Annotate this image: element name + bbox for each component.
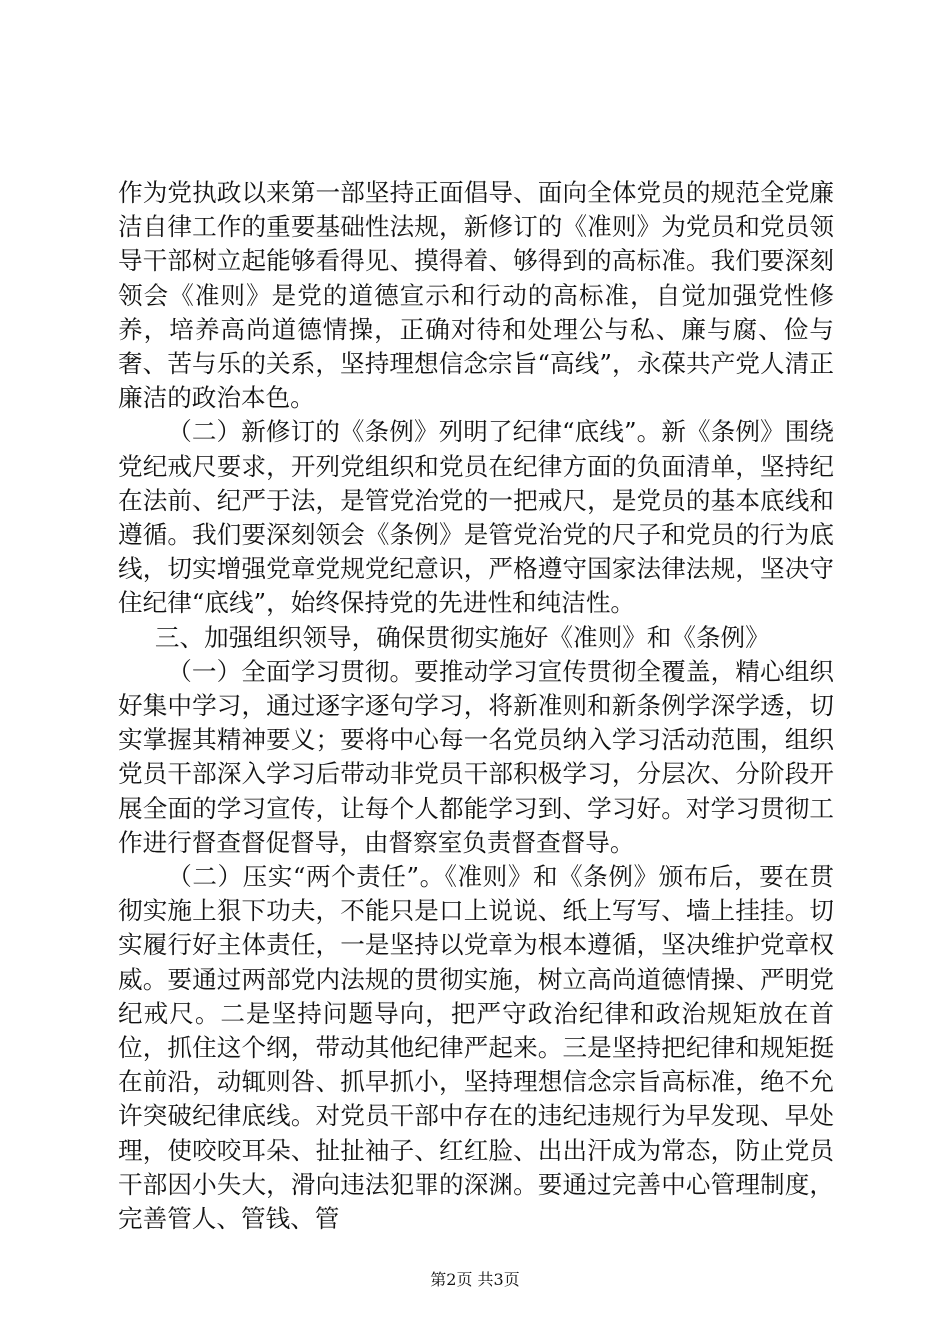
paragraph-section-2-2: （二）新修订的《条例》列明了纪律“底线”。新《条例》围绕党纪戒尺要求，开列党组织和党员在纪律方面的负面清单，坚持纪在法前、纪严于法，是管党治党的一把戒尺，是党员的基本底线和遵循。我们要深刻领会《条例》是管党治党的尺子和党员的行为底线，切实增强党章党规党纪意识，严格遵守国家法律法规，坚决守住纪律“底线”，始终保持党的先进性和纯洁性。 bbox=[118, 417, 834, 618]
document-body bbox=[118, 176, 834, 1236]
section-heading-3: 三、加强组织领导，确保贯彻实施好《准则》和《条例》 bbox=[154, 622, 770, 652]
page-footer bbox=[0, 1270, 950, 1290]
paragraph-section-3-1: （一）全面学习贯彻。要推动学习宣传贯彻全覆盖，精心组织好集中学习，通过逐字逐句学习，将新准则和新条例学深学透，切实掌握其精神要义；要将中心每一名党员纳入学习活动范围，组织党员干部深入学习后带动非党员干部积极学习，分层次、分阶段开展全面的学习宣传，让每个人都能学习到、学习好。对学习贯彻工作进行督查督促督导，由督察室负责督查督导。 bbox=[118, 656, 834, 857]
paragraph-section-3-2: （二）压实“两个责任”。《准则》和《条例》颁布后，要在贯彻实施上狠下功夫，不能只是口上说说、纸上写写、墙上挂挂。切实履行好主体责任，一是坚持以党章为根本遵循，坚决维护党章权威。要通过两部党内法规的贯彻实施，树立高尚道德情操、严明党纪戒尺。二是坚持问题导向，把严守政治纪律和政治规矩放在首位，抓住这个纲，带动其他纪律严起来。三是坚持把纪律和规矩挺在前沿，动辄则咎、抓早抓小，坚持理想信念宗旨高标准，绝不允许突破纪律底线。对党员干部中存在的违纪违规行为早发现、早处理，使咬咬耳朵、扯扯袖子、红红脸、出出汗成为常态，防止党员干部因小失大，滑向违法犯罪的深渊。要通过完善中心管理制度，完善管人、管钱、管 bbox=[118, 862, 834, 1234]
paragraph-continuation: 作为党执政以来第一部坚持正面倡导、面向全体党员的规范全党廉洁自律工作的重要基础性法规，新修订的《准则》为党员和党员领导干部树立起能够看得见、摸得着、够得到的高标准。我们要深刻领会《准则》是党的道德宣示和行动的高标准，自觉加强党性修养，培养高尚道德情操，正确对待和处理公与私、廉与腐、俭与奢、苦与乐的关系，坚持理想信念宗旨“高线”，永葆共产党人清正廉洁的政治本色。 bbox=[118, 178, 834, 413]
page-number: 第2页 共3页 bbox=[430, 1270, 520, 1289]
